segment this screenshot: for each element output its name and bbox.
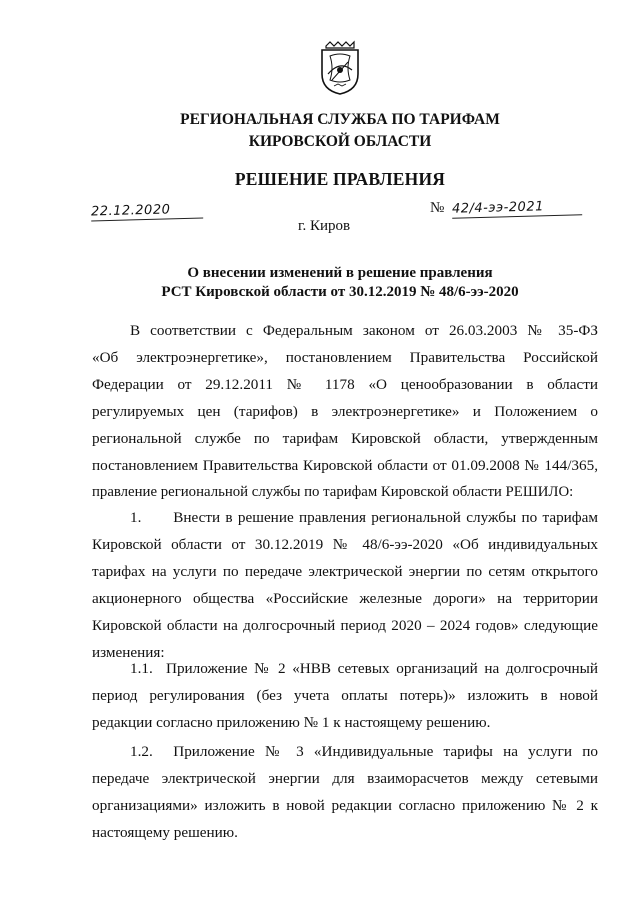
text-line: изменения: — [92, 644, 165, 661]
document-date: 22.12.2020 — [91, 202, 203, 222]
organization-name-line-1: РЕГИОНАЛЬНАЯ СЛУЖБА ПО ТАРИФАМ — [180, 111, 500, 128]
paragraph-preamble — [92, 317, 598, 506]
text-line: правление региональной службы по тарифам Кировской области РЕШИЛО: — [92, 484, 574, 500]
organization-name-line-2: КИРОВСКОЙ ОБЛАСТИ — [248, 133, 432, 150]
paragraph-item-1-2 — [92, 738, 598, 846]
document-number: 42/4-ээ-2021 — [452, 198, 582, 218]
text-line: передаче электрической энергии для взаиморасчетов между сетевыми — [92, 770, 598, 787]
coat-of-arms-icon — [316, 40, 364, 96]
document-type-title: РЕШЕНИЕ ПРАВЛЕНИЯ — [234, 169, 446, 189]
text-line: тарифах на услуги по передаче электрической энергии по сетям открытого — [92, 563, 598, 580]
text-line: Кировской области от 30.12.2019 № 48/6-ээ-2020 «Об индивидуальных — [92, 536, 598, 553]
text-line: 1.1. Приложение № 2 «НВВ сетевых организаций на долгосрочный — [130, 660, 598, 677]
text-line: акционерного общества «Российские железные дороги» на территории — [92, 590, 598, 607]
text-line: организациями» изложить в новой редакции согласно приложению № 2 к — [92, 797, 598, 814]
text-line: В соответствии с Федеральным законом от 26.03.2003 № 35-ФЗ — [130, 322, 598, 339]
text-line: 1. Внести в решение правления региональной службы по тарифам — [130, 509, 598, 526]
paragraph-item-1-1 — [92, 655, 598, 736]
subject-line-1: О внесении изменений в решение правления — [187, 265, 493, 281]
subject-line-2: РСТ Кировской области от 30.12.2019 № 48/6-ээ-2020 — [161, 284, 519, 300]
text-line: «Об электроэнергетике», постановлением Правительства Российской — [92, 349, 598, 366]
text-line: период регулирования (без учета оплаты потерь)» изложить в новой — [92, 687, 598, 704]
text-line: региональной службе по тарифам Кировской области, утвержденным — [92, 430, 598, 447]
document-number-prefix: № — [430, 200, 445, 216]
text-line: постановлением Правительства Кировской области от 01.09.2008 № 144/365, — [92, 457, 598, 474]
text-line: редакции согласно приложению № 1 к настоящему решению. — [92, 714, 491, 731]
text-line: 1.2. Приложение № 3 «Индивидуальные тарифы на услуги по — [130, 743, 598, 760]
paragraph-item-1 — [92, 504, 598, 666]
text-line: настоящему решению. — [92, 824, 238, 841]
text-line: регулируемых цен (тарифов) в электроэнергетике» и Положением о — [92, 403, 598, 420]
document-city: г. Киров — [298, 218, 351, 234]
text-line: Федерации от 29.12.2011 № 1178 «О ценообразовании в области — [92, 376, 598, 393]
text-line: Кировской области на долгосрочный период 2020 – 2024 годов» следующие — [92, 617, 598, 634]
